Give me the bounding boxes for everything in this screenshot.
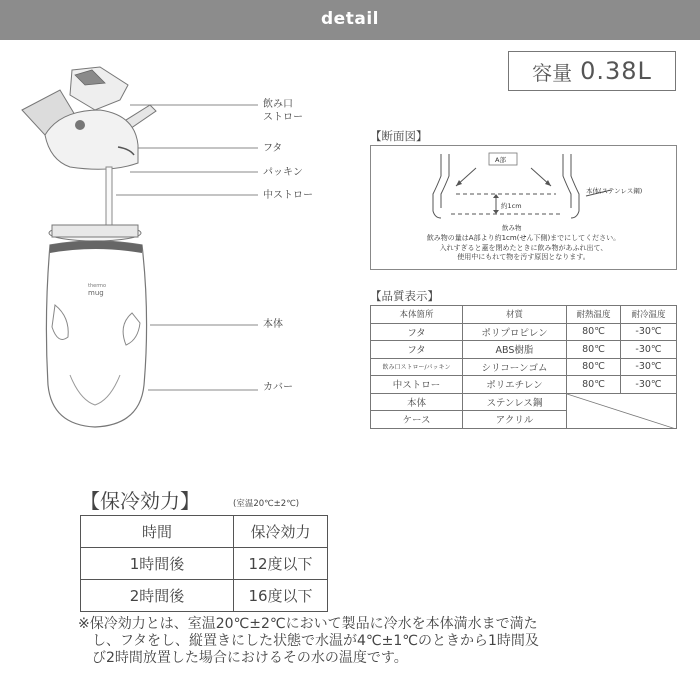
quality-table [370, 305, 677, 429]
brand-text-1: thermo [88, 283, 107, 289]
table-row: ケース アクリル [371, 411, 677, 429]
cs-body-label: 本体(ステンレス鋼) [586, 187, 643, 195]
callout-inner-straw: 中ストロー [263, 190, 313, 201]
footnote [78, 616, 698, 667]
cs-drink-label: 飲み物 [502, 224, 522, 232]
cold-retention-condition: (室温20℃±2℃) [233, 499, 300, 509]
capacity-label: 容量 [532, 60, 573, 85]
cs-note: 飲み物の量はA部より約1cm(せん下側)までにしてください。 入れすぎると蓋を閉めたときに飲み物があふれ出て、 使用中にもれて物を汚す原因となります。 [426, 234, 621, 261]
footnote-line-1: ※保冷効力とは、室温20℃±2℃において製品に冷水を本体満水まで満た [78, 616, 538, 632]
callout-body: 本体 [263, 319, 283, 330]
cold-retention-table [80, 515, 328, 612]
cross-section-diagram [370, 145, 677, 270]
capacity-box [508, 51, 676, 91]
table-row: 本体 ステンレス鋼 [371, 393, 677, 411]
table-row: 1時間後 12度以下 [81, 548, 328, 580]
cs-wall-right-inner [563, 154, 571, 208]
cs-part-a-label: A部 [495, 156, 506, 164]
quality-title: 【品質表示】 [370, 289, 439, 303]
table-row: フタ ABS樹脂 80℃ -30℃ [371, 341, 677, 359]
table-row: 中ストロー ポリエチレン 80℃ -30℃ [371, 376, 677, 394]
brand-text-2: mug [88, 289, 104, 297]
capacity-value: 0.38L [580, 57, 652, 85]
quality-header-row: 本体箇所 材質 耐熱温度 耐冷温度 [371, 306, 677, 324]
callout-lid: フタ [263, 143, 283, 154]
product-illustration [0, 55, 360, 445]
cold-retention-title: 【保冷効力】 [80, 489, 200, 513]
cold-header-row: 時間 保冷効力 [81, 516, 328, 548]
footnote-line-2: し、フタをし、縦置きにした状態で水温が4℃±1℃のときから1時間及 [92, 633, 539, 649]
cs-wall-right-outer [571, 154, 579, 218]
quality-diagonal-cell [567, 393, 677, 428]
header-bar [0, 0, 700, 40]
cs-depth-label: 約1cm [501, 202, 522, 210]
footnote-line-3: び2時間放置した場合におけるその水の温度です。 [92, 650, 408, 666]
cross-section-title: 【断面図】 [370, 129, 428, 143]
cs-wall-left-inner [441, 154, 449, 208]
callout-gasket: パッキン [263, 167, 303, 178]
callout-straw-mouth: 飲み口 ストロー [263, 99, 303, 123]
lid-hinge [75, 120, 85, 130]
table-row: フタ ポリプロピレン 80℃ -30℃ [371, 323, 677, 341]
cs-wall-left-outer [433, 154, 441, 218]
table-row: 2時間後 16度以下 [81, 580, 328, 612]
table-row: 飲み口ストロー/パッキン シリコーンゴム 80℃ -30℃ [371, 358, 677, 376]
inner-straw-shape [106, 167, 112, 227]
callout-cover: カバー [263, 382, 293, 393]
header-title: detail [321, 9, 379, 29]
